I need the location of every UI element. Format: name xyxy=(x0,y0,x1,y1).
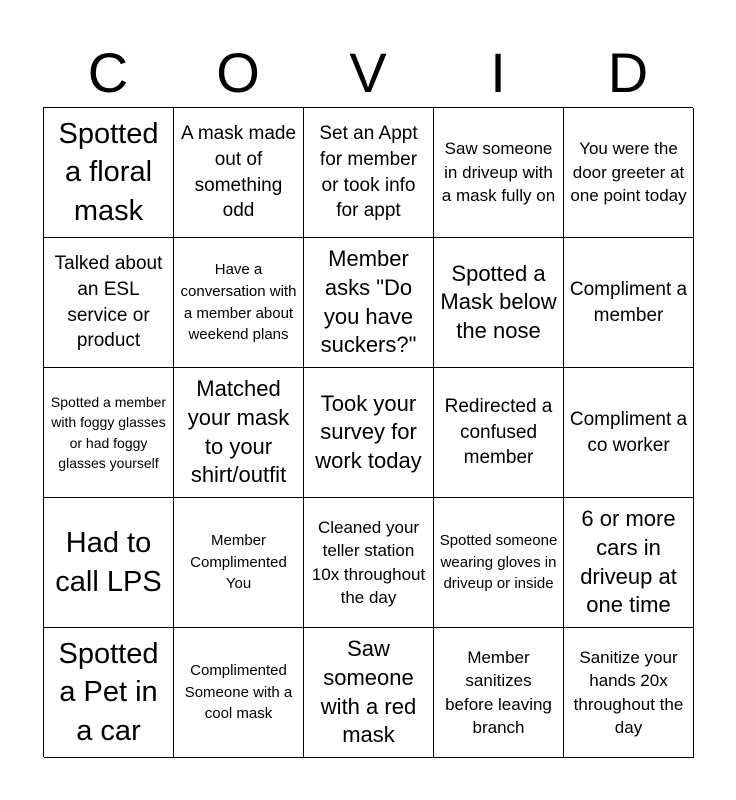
bingo-cell-r2-c2[interactable]: Have a conversation with a member about weekend plans xyxy=(174,238,304,368)
bingo-cell-r3-c5[interactable]: Compliment a co worker xyxy=(564,368,694,498)
bingo-cell-r1-c5[interactable]: You were the door greeter at one point today xyxy=(564,108,694,238)
bingo-cell-r2-c3[interactable]: Member asks "Do you have suckers?" xyxy=(304,238,434,368)
bingo-cell-r4-c5[interactable]: 6 or more cars in driveup at one time xyxy=(564,498,694,628)
bingo-cell-r2-c5[interactable]: Compliment a member xyxy=(564,238,694,368)
bingo-cell-r1-c1[interactable]: Spotted a floral mask xyxy=(44,108,174,238)
bingo-cell-r3-c2[interactable]: Matched your mask to your shirt/outfit xyxy=(174,368,304,498)
bingo-cell-r1-c3[interactable]: Set an Appt for member or took info for appt xyxy=(304,108,434,238)
header-letter-c: C xyxy=(87,41,129,104)
bingo-cell-r5-c5[interactable]: Sanitize your hands 20x throughout the day xyxy=(564,628,694,758)
bingo-cell-r5-c3[interactable]: Saw someone with a red mask xyxy=(304,628,434,758)
header-letter-o: O xyxy=(216,41,260,104)
bingo-cell-r3-c1[interactable]: Spotted a member with foggy glasses or had foggy glasses yourself xyxy=(44,368,174,498)
bingo-cell-r5-c2[interactable]: Complimented Someone with a cool mask xyxy=(174,628,304,758)
header-letter-d: D xyxy=(607,41,649,104)
bingo-cell-r5-c4[interactable]: Member sanitizes before leaving branch xyxy=(434,628,564,758)
bingo-header xyxy=(43,40,693,106)
bingo-cell-r4-c1[interactable]: Had to call LPS xyxy=(44,498,174,628)
bingo-cell-r3-c4[interactable]: Redirected a confused member xyxy=(434,368,564,498)
header-letter-i: I xyxy=(490,41,506,104)
bingo-cell-r4-c2[interactable]: Member Complimented You xyxy=(174,498,304,628)
bingo-cell-r4-c4[interactable]: Spotted someone wearing gloves in driveup or inside xyxy=(434,498,564,628)
bingo-cell-r1-c4[interactable]: Saw someone in driveup with a mask fully on xyxy=(434,108,564,238)
bingo-cell-r3-c3[interactable]: Took your survey for work today xyxy=(304,368,434,498)
bingo-cell-r4-c3[interactable]: Cleaned your teller station 10x throughout the day xyxy=(304,498,434,628)
bingo-cell-r5-c1[interactable]: Spotted a Pet in a car xyxy=(44,628,174,758)
bingo-cell-r2-c1[interactable]: Talked about an ESL service or product xyxy=(44,238,174,368)
header-letter-v: V xyxy=(349,41,387,104)
bingo-grid xyxy=(43,107,693,757)
bingo-cell-r1-c2[interactable]: A mask made out of something odd xyxy=(174,108,304,238)
bingo-cell-r2-c4[interactable]: Spotted a Mask below the nose xyxy=(434,238,564,368)
